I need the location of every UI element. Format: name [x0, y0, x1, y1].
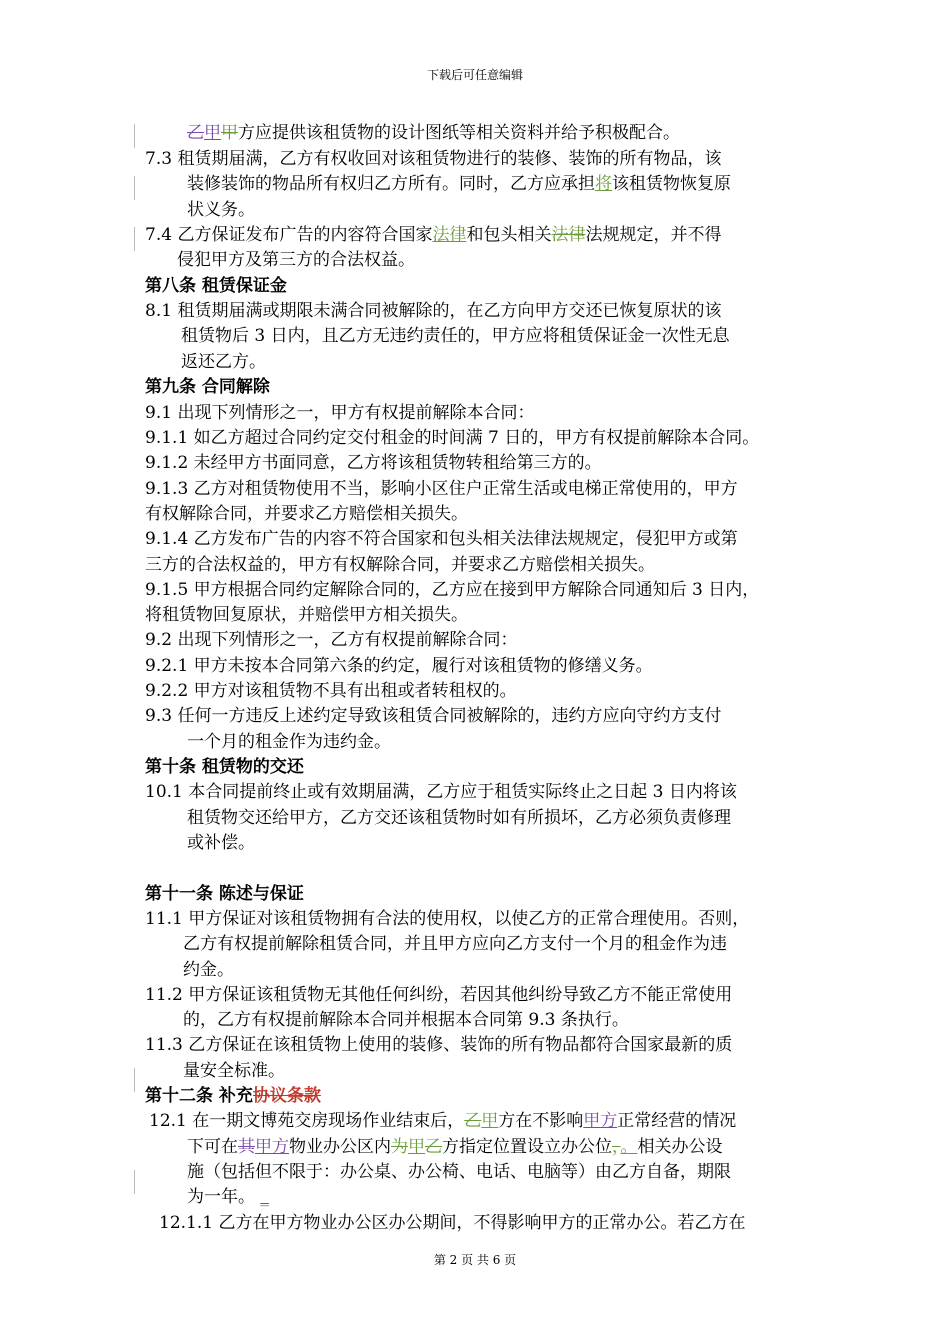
paragraph-line: 为一年。 _: [187, 1187, 269, 1207]
paragraph-line: 状义务。: [187, 200, 255, 220]
paragraph-line: 11.2 甲方保证该租赁物无其他任何纠纷，若因其他纠纷导致乙方不能正常使用: [145, 985, 733, 1005]
paragraph-line: 施（包括但不限于：办公桌、办公椅、电话、电脑等）由乙方自备，期限: [187, 1162, 731, 1182]
paragraph-line: 9.2.2 甲方对该租赁物不具有出租或者转租权的。: [145, 681, 517, 701]
change-bar: [134, 124, 135, 148]
paragraph-line: 7.4 乙方保证发布广告的内容符合国家法律和包头相关法律法规规定，并不得: [145, 225, 722, 245]
section-heading: 第十二条 补充协议条款: [145, 1086, 321, 1106]
change-bar: [134, 176, 135, 200]
paragraph-line: 9.2 出现下列情形之一，乙方有权提前解除合同：: [145, 630, 518, 650]
paragraph-line: 12.1.1 乙方在甲方物业办公区办公期间，不得影响甲方的正常办公。若乙方在: [159, 1213, 746, 1233]
paragraph-line: 有权解除合同，并要求乙方赔偿相关损失。: [145, 504, 468, 524]
paragraph-line: 9.1.1 如乙方超过合同约定交付租金的时间满 7 日的，甲方有权提前解除本合同。: [145, 428, 760, 448]
paragraph-line: 12.1 在一期文博苑交房现场作业结束后，乙甲方在不影响甲方正常经营的情况: [149, 1111, 737, 1131]
paragraph-line: 11.1 甲方保证对该租赁物拥有合法的使用权，以使乙方的正常合理使用。否则，: [145, 909, 750, 929]
paragraph-line: 10.1 本合同提前终止或有效期届满，乙方应于租赁实际终止之日起 3 日内将该: [145, 782, 737, 802]
paragraph-line: 租赁物后 3 日内，且乙方无违约责任的，甲方应将租赁保证金一次性无息: [181, 326, 730, 346]
paragraph-line: 8.1 租赁期届满或期限未满合同被解除的，在乙方向甲方交还已恢复原状的该: [145, 301, 722, 321]
paragraph-line: 11.3 乙方保证在该租赁物上使用的装修、装饰的所有物品都符合国家最新的质: [145, 1035, 733, 1055]
paragraph-line: 9.1.4 乙方发布广告的内容不符合国家和包头相关法律法规规定，侵犯甲方或第: [145, 529, 738, 549]
paragraph-line: 9.3 任何一方违反上述约定导致该租赁合同被解除的，违约方应向守约方支付: [145, 706, 722, 726]
paragraph-line: 9.1.2 未经甲方书面同意，乙方将该租赁物转租给第三方的。: [145, 453, 602, 473]
paragraph-line: 9.1.3 乙方对租赁物使用不当，影响小区住户正常生活或电梯正常使用的，甲方: [145, 479, 738, 499]
paragraph-line: 9.1 出现下列情形之一，甲方有权提前解除本合同：: [145, 403, 535, 423]
paragraph-line: 量安全标准。: [183, 1061, 285, 1081]
paragraph-line: 侵犯甲方及第三方的合法权益。: [177, 250, 415, 270]
page-footer: 第 2 页 共 6 页: [433, 1253, 517, 1267]
section-heading: 第十条 租赁物的交还: [145, 757, 304, 777]
section-heading: 第九条 合同解除: [145, 377, 270, 397]
paragraph-line: 三方的合法权益的，甲方有权解除合同，并要求乙方赔偿相关损失。: [145, 555, 655, 575]
paragraph-line: 9.1.5 甲方根据合同约定解除合同的，乙方应在接到甲方解除合同通知后 3 日内，: [145, 580, 760, 600]
paragraph-line: 将租赁物回复原状，并赔偿甲方相关损失。: [145, 605, 468, 625]
section-heading: 第八条 租赁保证金: [145, 276, 287, 296]
paragraph-line: 下可在其甲方物业办公区内为甲乙方指定位置设立办公位，。相关办公设: [187, 1137, 723, 1157]
paragraph-line: 一个月的租金作为违约金。: [187, 732, 391, 752]
paragraph-line: 装修装饰的物品所有权归乙方所有。同时，乙方应承担将该租赁物恢复原: [187, 174, 731, 194]
section-heading: 第十一条 陈述与保证: [145, 884, 304, 904]
paragraph-line: 租赁物交还给甲方，乙方交还该租赁物时如有所损坏，乙方必须负责修理: [187, 808, 731, 828]
paragraph-line: 乙甲甲方应提供该租赁物的设计图纸等相关资料并给予积极配合。: [187, 123, 680, 143]
paragraph-line: 7.3 租赁期届满，乙方有权收回对该租赁物进行的装修、装饰的所有物品，该: [145, 149, 722, 169]
change-bar: [134, 227, 135, 251]
paragraph-line: 的，乙方有权提前解除本合同并根据本合同第 9.3 条执行。: [183, 1010, 629, 1030]
paragraph-line: 乙方有权提前解除租赁合同，并且甲方应向乙方支付一个月的租金作为违: [183, 934, 727, 954]
paragraph-line: 返还乙方。: [181, 352, 266, 372]
paragraph-line: 9.2.1 甲方未按本合同第六条的约定，履行对该租赁物的修缮义务。: [145, 656, 653, 676]
paragraph-line: 约金。: [183, 960, 234, 980]
paragraph-line: 或补偿。: [187, 833, 255, 853]
change-bar: [134, 1170, 135, 1194]
change-bar: [134, 1068, 135, 1092]
page-header: 下载后可任意编辑: [426, 68, 523, 82]
